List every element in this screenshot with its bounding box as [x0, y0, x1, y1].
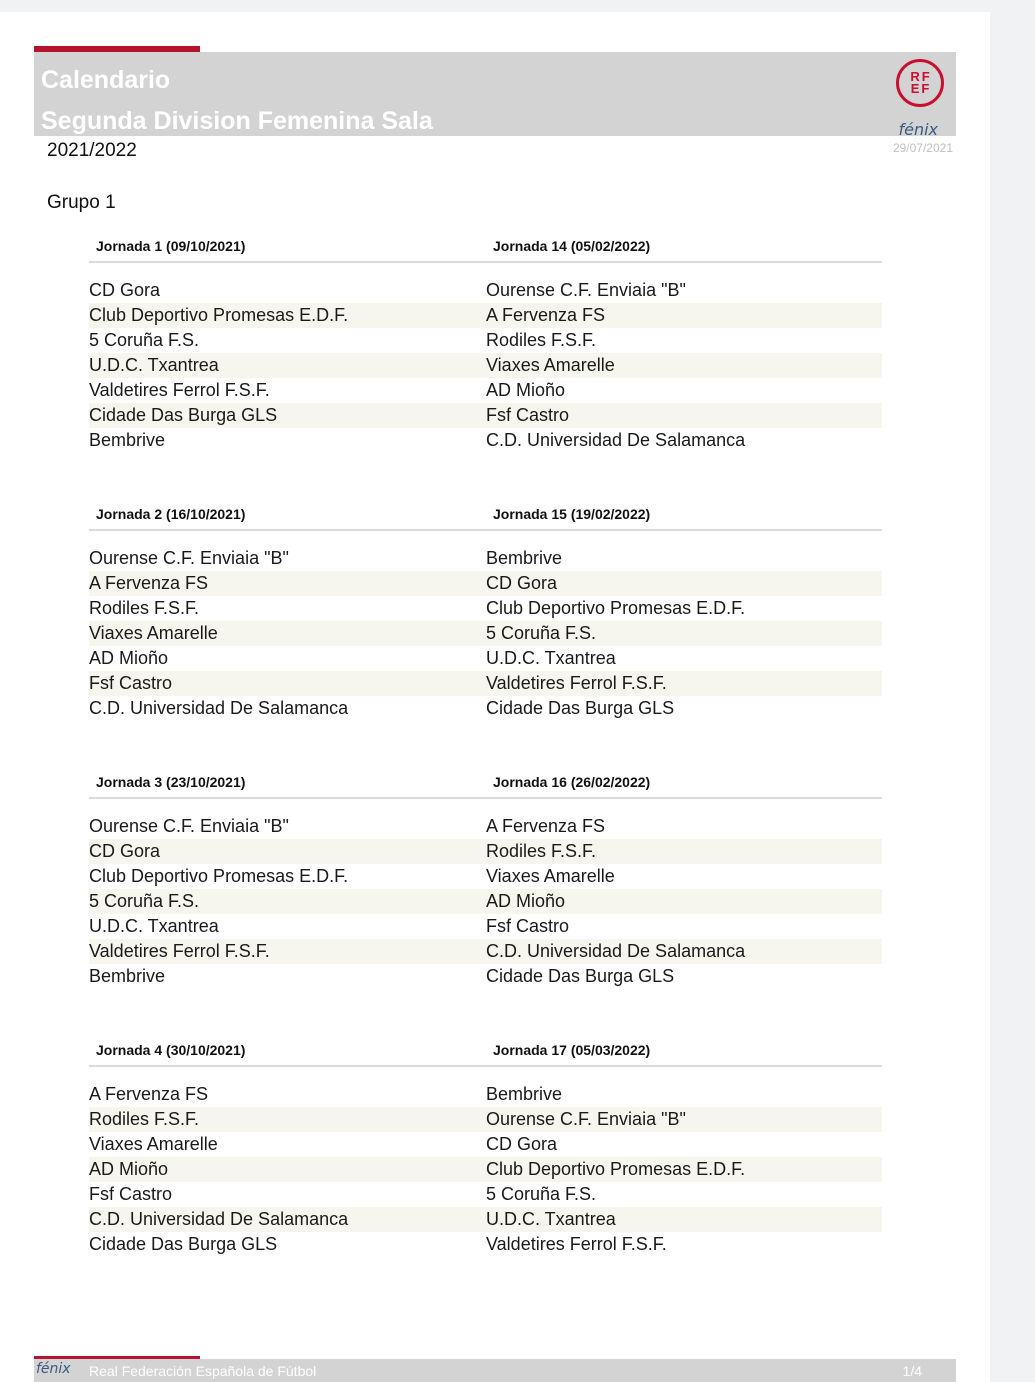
match-list	[89, 278, 882, 453]
team-first-leg: Ourense C.F. Enviaia "B"	[89, 816, 289, 836]
match-row	[89, 939, 882, 964]
team-second-leg: U.D.C. Txantrea	[486, 1209, 616, 1229]
generated-date: 29/07/2021	[892, 141, 953, 155]
document-title: Calendario	[41, 66, 171, 94]
match-row	[89, 914, 882, 939]
team-second-leg: Club Deportivo Promesas E.D.F.	[486, 598, 746, 618]
match-row	[89, 596, 882, 621]
round-block	[89, 502, 882, 721]
round-title-second-leg: Jornada 16 (26/02/2022)	[493, 774, 651, 790]
match-row	[89, 1232, 882, 1257]
team-first-leg: CD Gora	[89, 841, 161, 861]
team-first-leg: C.D. Universidad De Salamanca	[89, 1209, 349, 1229]
team-first-leg: A Fervenza FS	[89, 1084, 209, 1104]
team-first-leg: A Fervenza FS	[89, 573, 209, 593]
match-row	[89, 403, 882, 428]
round-title-first-leg: Jornada 1 (09/10/2021)	[96, 238, 246, 254]
match-row	[89, 571, 882, 596]
team-second-leg: Club Deportivo Promesas E.D.F.	[486, 1159, 746, 1179]
team-first-leg: C.D. Universidad De Salamanca	[89, 698, 349, 718]
match-row	[89, 1132, 882, 1157]
team-second-leg: Cidade Das Burga GLS	[486, 698, 675, 718]
match-row	[89, 1207, 882, 1232]
page-number: 1/4	[902, 1363, 922, 1379]
match-row	[89, 646, 882, 671]
rfef-logo-icon	[896, 59, 944, 107]
match-row	[89, 1157, 882, 1182]
match-row	[89, 964, 882, 989]
team-first-leg: Cidade Das Burga GLS	[89, 405, 278, 425]
competition-name: Segunda Division Femenina Sala	[41, 107, 433, 135]
match-row	[89, 303, 882, 328]
team-first-leg: Viaxes Amarelle	[89, 623, 218, 643]
team-first-leg: CD Gora	[89, 280, 161, 300]
team-first-leg: AD Mioño	[89, 1159, 169, 1179]
team-first-leg: Rodiles F.S.F.	[89, 598, 200, 618]
round-header	[89, 234, 882, 263]
round-header	[89, 770, 882, 799]
team-first-leg: Rodiles F.S.F.	[89, 1109, 200, 1129]
match-list	[89, 546, 882, 721]
team-second-leg: Rodiles F.S.F.	[486, 841, 597, 861]
team-first-leg: Valdetires Ferrol F.S.F.	[89, 941, 270, 961]
round-title-first-leg: Jornada 3 (23/10/2021)	[96, 774, 246, 790]
team-first-leg: Club Deportivo Promesas E.D.F.	[89, 305, 349, 325]
team-first-leg: Viaxes Amarelle	[89, 1134, 218, 1154]
match-row	[89, 864, 882, 889]
team-first-leg: AD Mioño	[89, 648, 169, 668]
team-second-leg: CD Gora	[486, 573, 558, 593]
team-second-leg: A Fervenza FS	[486, 816, 606, 836]
team-first-leg: Club Deportivo Promesas E.D.F.	[89, 866, 349, 886]
footer-fenix-logo: fénix	[36, 1361, 71, 1377]
team-first-leg: Bembrive	[89, 966, 166, 986]
round-block	[89, 234, 882, 453]
document-page	[0, 12, 990, 1382]
team-second-leg: Cidade Das Burga GLS	[486, 966, 675, 986]
team-second-leg: Viaxes Amarelle	[486, 866, 615, 886]
match-row	[89, 671, 882, 696]
footer-band	[34, 1359, 956, 1382]
match-row	[89, 328, 882, 353]
team-first-leg: Bembrive	[89, 430, 166, 450]
team-second-leg: Bembrive	[486, 1084, 563, 1104]
round-title-second-leg: Jornada 14 (05/02/2022)	[493, 238, 651, 254]
team-second-leg: U.D.C. Txantrea	[486, 648, 616, 668]
team-first-leg: U.D.C. Txantrea	[89, 355, 219, 375]
round-header	[89, 1038, 882, 1067]
team-first-leg: Ourense C.F. Enviaia "B"	[89, 548, 289, 568]
team-second-leg: Valdetires Ferrol F.S.F.	[486, 1234, 667, 1254]
round-title-second-leg: Jornada 17 (05/03/2022)	[493, 1042, 651, 1058]
match-list	[89, 1082, 882, 1257]
season-label: 2021/2022	[47, 140, 137, 161]
team-second-leg: Rodiles F.S.F.	[486, 330, 597, 350]
team-second-leg: CD Gora	[486, 1134, 558, 1154]
round-title-first-leg: Jornada 4 (30/10/2021)	[96, 1042, 246, 1058]
match-list	[89, 814, 882, 989]
round-header	[89, 502, 882, 531]
round-title-second-leg: Jornada 15 (19/02/2022)	[493, 506, 651, 522]
match-row	[89, 621, 882, 646]
fenix-brand-logo: fénix	[898, 120, 938, 139]
round-block	[89, 1038, 882, 1257]
match-row	[89, 378, 882, 403]
header-band	[34, 52, 956, 139]
team-second-leg: C.D. Universidad De Salamanca	[486, 941, 746, 961]
team-first-leg: 5 Coruña F.S.	[89, 330, 200, 350]
match-row	[89, 353, 882, 378]
match-row	[89, 546, 882, 571]
match-row	[89, 1107, 882, 1132]
team-second-leg: 5 Coruña F.S.	[486, 623, 597, 643]
logo-text-bottom: EF	[910, 81, 932, 96]
team-first-leg: Fsf Castro	[89, 1184, 173, 1204]
team-second-leg: Bembrive	[486, 548, 563, 568]
round-block	[89, 770, 882, 989]
match-row	[89, 1182, 882, 1207]
team-second-leg: Fsf Castro	[486, 405, 570, 425]
team-second-leg: Valdetires Ferrol F.S.F.	[486, 673, 667, 693]
team-first-leg: Valdetires Ferrol F.S.F.	[89, 380, 270, 400]
match-row	[89, 696, 882, 721]
team-second-leg: AD Mioño	[486, 380, 566, 400]
team-second-leg: Ourense C.F. Enviaia "B"	[486, 280, 686, 300]
team-second-leg: Viaxes Amarelle	[486, 355, 615, 375]
team-first-leg: Fsf Castro	[89, 673, 173, 693]
team-second-leg: AD Mioño	[486, 891, 566, 911]
match-row	[89, 889, 882, 914]
logo-text-top: RF	[910, 69, 932, 84]
group-label: Grupo 1	[47, 192, 116, 213]
team-second-leg: Ourense C.F. Enviaia "B"	[486, 1109, 686, 1129]
team-second-leg: Fsf Castro	[486, 916, 570, 936]
team-first-leg: U.D.C. Txantrea	[89, 916, 219, 936]
match-row	[89, 1082, 882, 1107]
match-row	[89, 839, 882, 864]
round-title-first-leg: Jornada 2 (16/10/2021)	[96, 506, 246, 522]
team-second-leg: A Fervenza FS	[486, 305, 606, 325]
match-row	[89, 428, 882, 453]
match-row	[89, 278, 882, 303]
match-row	[89, 814, 882, 839]
team-second-leg: C.D. Universidad De Salamanca	[486, 430, 746, 450]
footer-organization: Real Federación Española de Fútbol	[89, 1363, 317, 1379]
team-first-leg: 5 Coruña F.S.	[89, 891, 200, 911]
team-first-leg: Cidade Das Burga GLS	[89, 1234, 278, 1254]
team-second-leg: 5 Coruña F.S.	[486, 1184, 597, 1204]
